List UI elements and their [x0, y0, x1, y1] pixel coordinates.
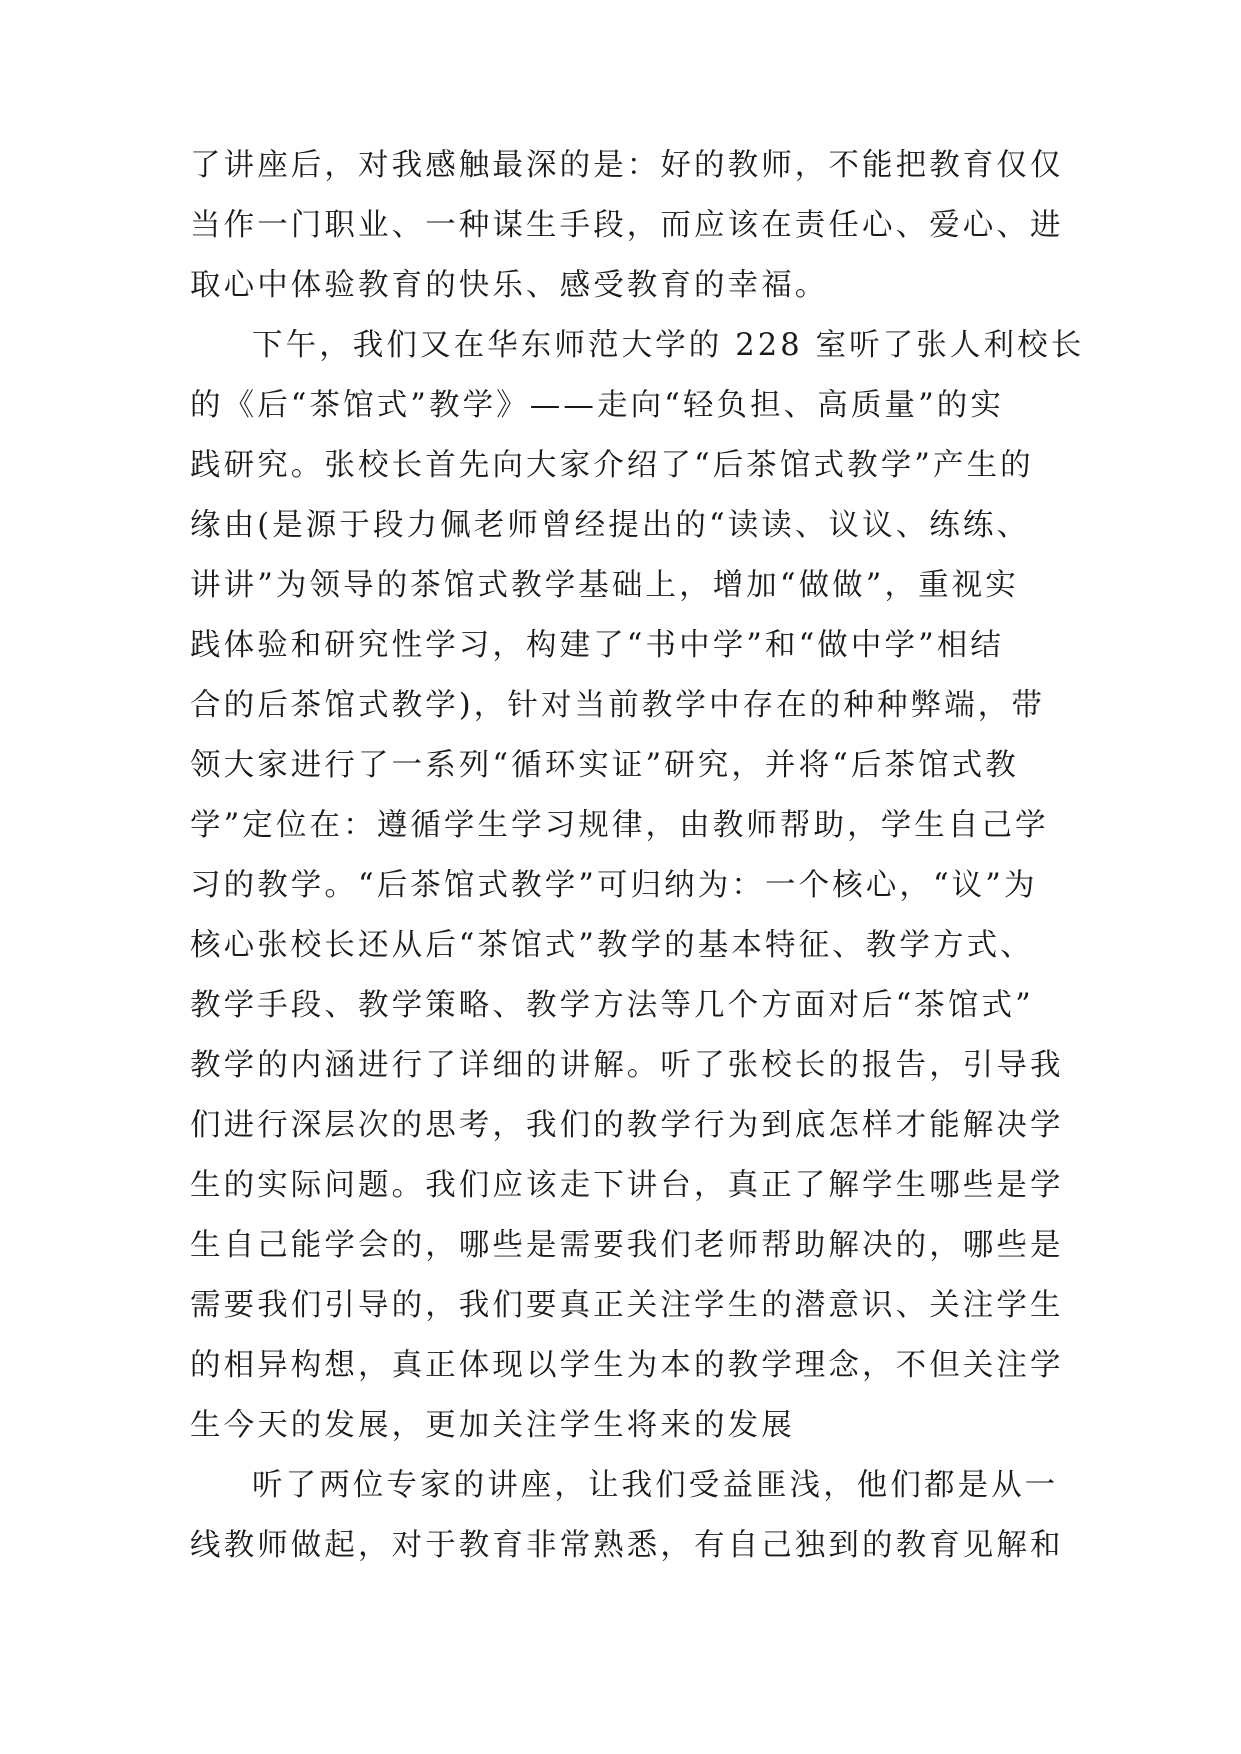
text-line: 当作一门职业、一种谋生手段，而应该在责任心、爱心、进: [190, 208, 1064, 243]
text-line: 们进行深层次的思考，我们的教学行为到底怎样才能解决学: [190, 1108, 1064, 1143]
text-line: 学”定位在：遵循学生学习规律，由教师帮助，学生自己学: [190, 808, 1049, 843]
text-line: 生的实际问题。我们应该走下讲台，真正了解学生哪些是学: [190, 1168, 1064, 1203]
text-line: 教学的内涵进行了详细的讲解。听了张校长的报告，引导我: [190, 1048, 1064, 1083]
text-line: 需要我们引导的，我们要真正关注学生的潜意识、关注学生: [190, 1288, 1064, 1323]
text-line: 践体验和研究性学习，构建了“书中学”和“做中学”相结: [190, 628, 1004, 663]
text-line: 教学手段、教学策略、教学方法等几个方面对后“茶馆式”: [190, 988, 1034, 1023]
text-line: 缘由(是源于段力佩老师曾经提出的“读读、议议、练练、: [190, 508, 1031, 543]
text-line: 核心张校长还从后“茶馆式”教学的基本特征、教学方式、: [190, 928, 1034, 963]
text-line: 的《后“茶馆式”教学》——走向“轻负担、高质量”的实: [190, 388, 1004, 423]
text-line: 生自己能学会的，哪些是需要我们老师帮助解决的，哪些是: [190, 1228, 1064, 1263]
document-body: [190, 136, 1085, 1576]
paragraph-start-line: 下午，我们又在华东师范大学的 228 室听了张人利校长: [252, 328, 1085, 363]
text-line: 了讲座后，对我感触最深的是：好的教师，不能把教育仅仅: [190, 148, 1064, 183]
text-line: 践研究。张校长首先向大家介绍了“后茶馆式教学”产生的: [190, 448, 1034, 483]
text-line: 讲讲”为领导的茶馆式教学基础上，增加“做做”，重视实: [190, 568, 1019, 603]
text-line: 合的后茶馆式教学)，针对当前教学中存在的种种弊端，带: [190, 688, 1045, 723]
text-line: 的相异构想，真正体现以学生为本的教学理念，不但关注学: [190, 1348, 1064, 1383]
text-line: 领大家进行了一系列“循环实证”研究，并将“后茶馆式教: [190, 748, 1019, 783]
paragraph-start-line: 听了两位专家的讲座，让我们受益匪浅，他们都是从一: [252, 1468, 1059, 1503]
text-line: 生今天的发展，更加关注学生将来的发展: [190, 1408, 795, 1443]
text-line: 习的教学。“后茶馆式教学”可归纳为：一个核心，“议”为: [190, 868, 1038, 903]
text-line: 线教师做起，对于教育非常熟悉，有自己独到的教育见解和: [190, 1528, 1064, 1563]
text-line: 取心中体验教育的快乐、感受教育的幸福。: [190, 268, 829, 303]
